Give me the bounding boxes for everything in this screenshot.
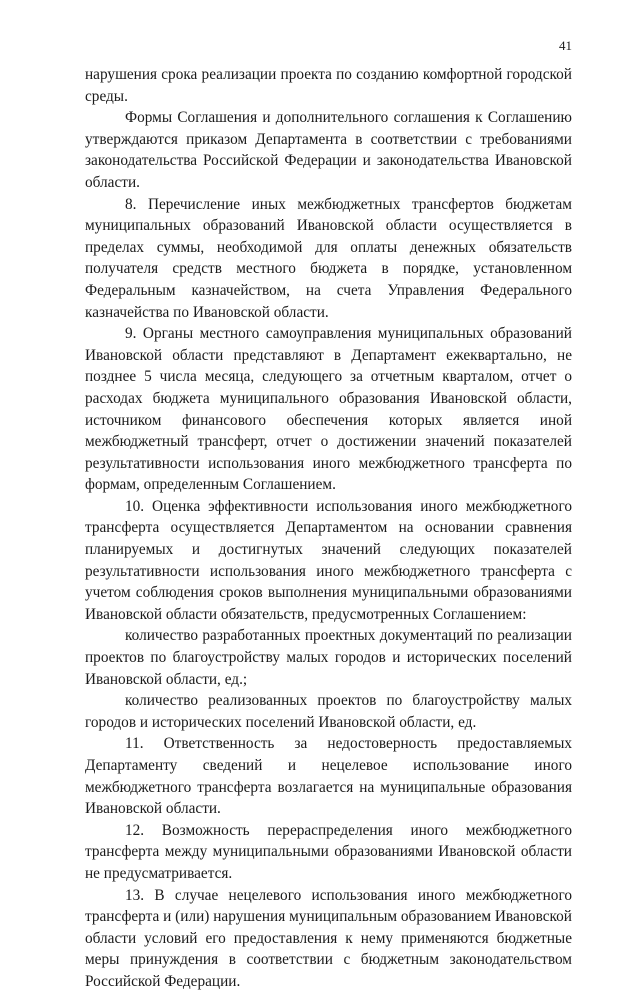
paragraph-item-9: 9. Органы местного самоуправления муниципальных образований Ивановской области представляют в Департамент ежеквартально, не позднее 5 числа месяца, следующего за отчетным кварталом, отчет о расходах бюджета муниципального образования Ивановской области, источником финансового обеспечения которых является иной межбюджетный трансферт, отчет о достижении значений показателей результативности использования иного межбюджетного трансферта по формам, определенным Соглашением. xyxy=(85,325,572,494)
paragraph-item-12: 12. Возможность перераспределения иного межбюджетного трансферта между муниципальными образованиями Ивановской области не предусматривается. xyxy=(85,821,572,882)
paragraph-continuation: нарушения срока реализации проекта по созданию комфортной городской среды. xyxy=(85,66,572,105)
paragraph-item-8: 8. Перечисление иных межбюджетных трансфертов бюджетам муниципальных образований Ивановской области осуществляется в пределах суммы, необходимой для оплаты денежных обязательств получателя средств местного бюджета в порядке, установленном Федеральным казначейством, на счета Управления Федерального казначейства по Ивановской области. xyxy=(85,195,572,321)
page-number: 41 xyxy=(559,38,572,53)
document-body xyxy=(85,64,572,993)
paragraph-item-11: 11. Ответственность за недостоверность предоставляемых Департаменту сведений и нецелевое использование иного межбюджетного трансферта возлагается на муниципальные образования Ивановской области. xyxy=(85,735,572,818)
paragraph-agreement-forms: Формы Соглашения и дополнительного соглашения к Соглашению утверждаются приказом Департамента в соответствии с требованиями законодательства Российской Федерации и законодательства Ивановской области. xyxy=(85,109,572,191)
paragraph-item-13: 13. В случае нецелевого использования иного межбюджетного трансферта и (или) нарушения муниципальным образованием Ивановской области условий его предоставления к нему применяются бюджетные меры принуждения в соответствии с бюджетным законодательством Российской Федерации. xyxy=(85,886,572,990)
paragraph-item-10: 10. Оценка эффективности использования иного межбюджетного трансферта осуществляется Департаментом на основании сравнения планируемых и достигнутых значений следующих показателей результативности использования иного межбюджетного трансферта с учетом соблюдения сроков выполнения муниципальными образованиями Ивановской области обязательств, предусмотренных Соглашением: xyxy=(85,497,572,623)
paragraph-indicator-documentation: количество разработанных проектных документаций по реализации проектов по благоустройству малых городов и исторических поселений Ивановской области, ед.; xyxy=(85,627,572,688)
paragraph-indicator-projects: количество реализованных проектов по благоустройству малых городов и исторических поселений Ивановской области, ед. xyxy=(85,692,572,731)
